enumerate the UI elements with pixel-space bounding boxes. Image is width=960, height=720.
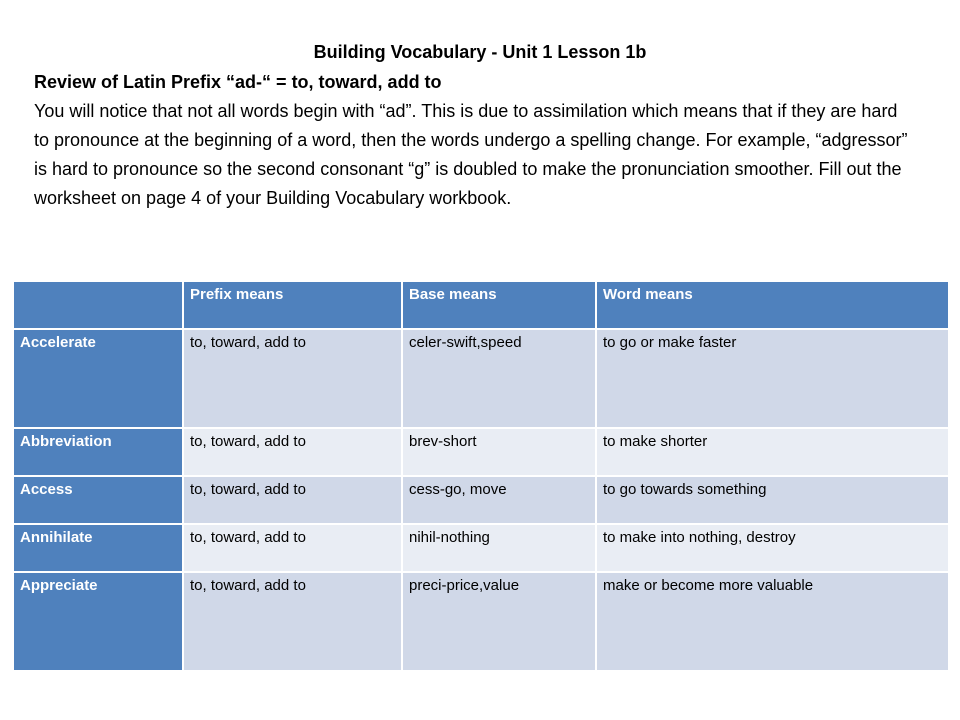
word-cell: Annihilate	[13, 524, 183, 572]
table-row	[13, 329, 949, 428]
prefix-cell: to, toward, add to	[183, 524, 402, 572]
table-row	[13, 524, 949, 572]
subtitle: Review of Latin Prefix “ad-“ = to, toward, add to	[34, 72, 442, 92]
header-cell-base: Base means	[402, 281, 596, 329]
prefix-cell: to, toward, add to	[183, 428, 402, 476]
prefix-cell: to, toward, add to	[183, 329, 402, 428]
base-cell: celer-swift,speed	[402, 329, 596, 428]
meaning-cell: to go or make faster	[596, 329, 949, 428]
base-cell: nihil-nothing	[402, 524, 596, 572]
prefix-cell: to, toward, add to	[183, 572, 402, 671]
vocabulary-table	[12, 280, 950, 672]
table-header-row	[13, 281, 949, 329]
instructions-paragraph: You will notice that not all words begin with “ad”. This is due to assimilation which means that if they are hard to pronounce at the beginning of a word, then the words undergo a spelling change. For example, “adgressor” is hard to pronounce so the second consonant “g” is doubled to make the pronunciation smoother. Fill out the worksheet on page 4 of your Building Vocabulary workbook.	[34, 101, 908, 208]
word-cell: Accelerate	[13, 329, 183, 428]
header-cell-meaning: Word means	[596, 281, 949, 329]
meaning-cell: to go towards something	[596, 476, 949, 524]
base-cell: preci-price,value	[402, 572, 596, 671]
word-cell: Appreciate	[13, 572, 183, 671]
table-row	[13, 572, 949, 671]
prefix-cell: to, toward, add to	[183, 476, 402, 524]
header-cell-prefix: Prefix means	[183, 281, 402, 329]
word-cell: Access	[13, 476, 183, 524]
meaning-cell: to make shorter	[596, 428, 949, 476]
page-title: Building Vocabulary - Unit 1 Lesson 1b	[313, 42, 647, 62]
table-row	[13, 428, 949, 476]
meaning-cell: make or become more valuable	[596, 572, 949, 671]
meaning-cell: to make into nothing, destroy	[596, 524, 949, 572]
table-row	[13, 476, 949, 524]
header-cell-word	[13, 281, 183, 329]
word-cell: Abbreviation	[13, 428, 183, 476]
base-cell: cess-go, move	[402, 476, 596, 524]
base-cell: brev-short	[402, 428, 596, 476]
